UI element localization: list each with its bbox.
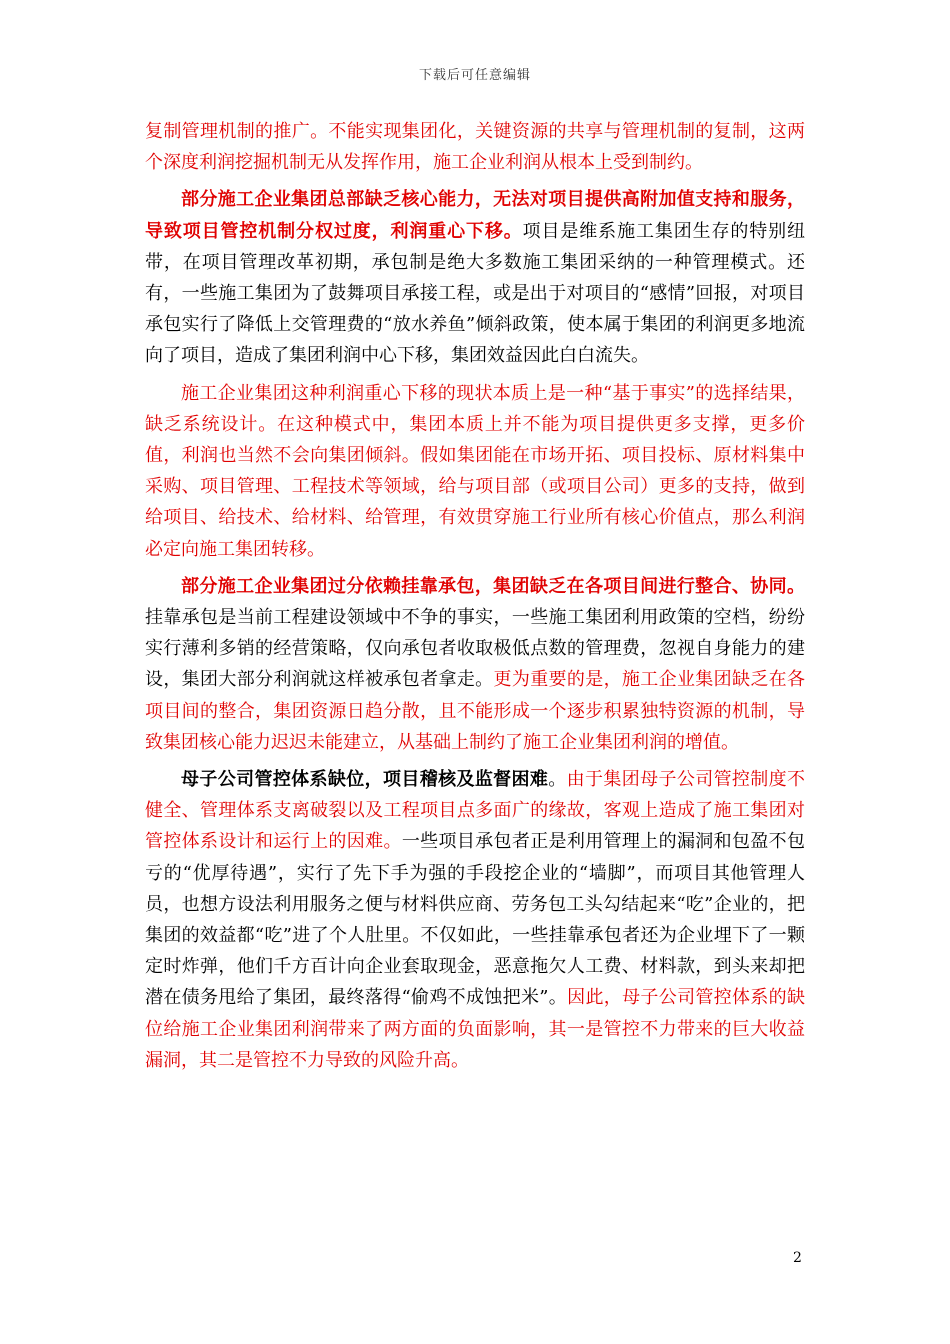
page-number: 2	[793, 1250, 802, 1266]
paragraph-1-text: 复制管理机制的推广。不能实现集团化，关键资源的共享与管理机制的复制，这两个深度利润挖掘机制无从发挥作用，施工企业利润从根本上受到制约。	[145, 121, 805, 174]
paragraph-4-heading: 部分施工企业集团过分依赖挂靠承包，集团缺乏在各项目间进行整合、协同。	[181, 575, 805, 597]
paragraph-3	[145, 378, 805, 565]
paragraph-5-heading: 母子公司管控体系缺位，项目稽核及监督困难	[181, 769, 549, 791]
paragraph-5-emphasis-1: 由于集团母子公司管控制度不健全、管理体系支离破裂以及工程项目点多面广的缘故，客观上造成了施工集团对管控体系设计和运行上的因难。	[145, 769, 806, 853]
paragraph-2	[145, 184, 805, 371]
paragraph-4-body: 挂靠承包是当前工程建设领域中不争的事实，一些施工集团利用政策的空档，纷纷实行薄利多销的经营策略，仅向承包者收取极低点数的管理费，忽视自身能力的建设，集团大部分利润就这样被承包者拿走。	[145, 607, 805, 691]
document-body	[145, 116, 805, 1082]
paragraph-1	[145, 116, 805, 178]
paragraph-3-text: 施工企业集团这种利润重心下移的现状本质上是一种“基于事实”的选择结果，缺乏系统设计。在这种模式中，集团本质上并不能为项目提供更多支撑，更多价值，利润也当然不会向集团倾斜。假如集团能在市场开拓、项目投标、原材料集中采购、项目管理、工程技术等领域，给与项目部（或项目公司）更多的支持，做到给项目、给技术、给材料、给管理，有效贯穿施工行业所有核心价值点，那么利润必定向施工集团转移。	[145, 382, 805, 560]
paragraph-2-body: 项目是维系施工集团生存的特别纽带，在项目管理改革初期，承包制是绝大多数施工集团采纳的一种管理模式。还有，一些施工集团为了鼓舞项目承接工程，或是出于对项目的“感情”回报，对项目承包实行了降低上交管理费的“放水养鱼”倾斜政策，使本属于集团的利润更多地流向了项目，造成了集团利润中心下移，集团效益因此白白流失。	[145, 220, 806, 367]
paragraph-5-emphasis-2: 因此，母子公司管控体系的缺位给施工企业集团利润带来了两方面的负面影响，其一是管控不力带来的巨大收益漏洞，其二是管控不力导致的风险升高。	[145, 987, 806, 1071]
paragraph-5-body: 一些项目承包者正是利用管理上的漏洞和包盈不包亏的“优厚待遇”，实行了先下手为强的手段挖企业的“墙脚”，而项目其他管理人员，也想方设法利用服务之便与材料供应商、劳务包工头勾结起来“吃”企业的，把集团的效益都“吃”进了个人肚里。不仅如此，一些挂靠承包者还为企业埋下了一颗定时炸弹，他们千方百计向企业套取现金，恶意拖欠人工费、材料款，到头来却把潜在债务甩给了集团，最终落得“偷鸡不成蚀把米”。	[145, 831, 806, 1009]
paragraph-5-period: 。	[548, 769, 567, 791]
page-header: 下载后可任意编辑	[418, 68, 531, 83]
paragraph-4	[145, 571, 805, 758]
paragraph-5	[145, 764, 805, 1076]
paragraph-4-emphasis: 更为重要的是，施工企业集团缺乏在各项目间的整合，集团资源日趋分散，且不能形成一个逐步积累独特资源的机制，导致集团核心能力迟迟未能建立，从基础上制约了施工企业集团利润的增值。	[145, 669, 805, 753]
paragraph-2-heading: 部分施工企业集团总部缺乏核心能力，无法对项目提供高附加值支持和服务，导致项目管控机制分权过度，利润重心下移。	[145, 189, 805, 242]
